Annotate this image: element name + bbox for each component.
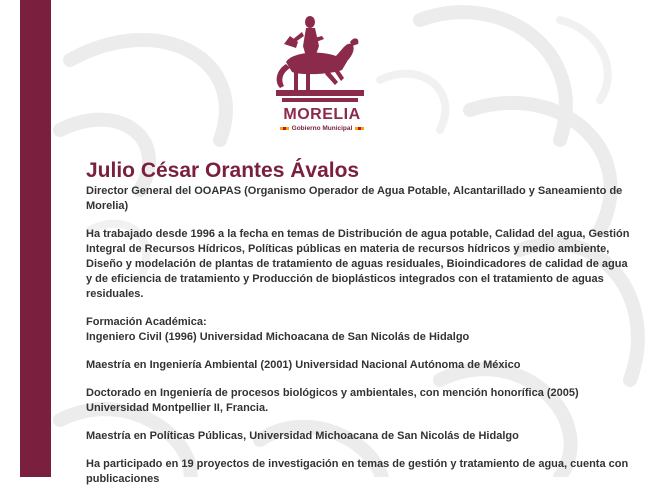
education-item: Maestría en Políticas Públicas, Universidad Michoacana de San Nicolás de Hidalgo — [86, 430, 519, 442]
education-item: Ingeniero Civil (1996) Universidad Michoacana de San Nicolás de Hidalgo — [86, 331, 470, 343]
logo-subtitle-row — [262, 125, 382, 132]
left-accent-bar — [20, 0, 51, 477]
education-item: Doctorado en Ingeniería de procesos biológicos y ambientales, con mención honorífica (2005) Universidad Montpellier II, Francia. — [86, 387, 579, 414]
flag-icon — [355, 127, 364, 130]
career-summary: Ha trabajado desde 1996 a la fecha en temas de Distribución de agua potable, Calidad del agua, Gestión Integral de Recursos Hídricos, Políticas públicas en materia de recursos hídricos y medio ambiente, Diseño y modelación de plantas de tratamiento de aguas residuales, Bioindicadores de calidad de agua y de eficiencia de tratamiento y Producción de bioplásticos integrados con el tratamiento de aguas residuales. — [86, 228, 630, 300]
person-role: Director General del OOAPAS (Organismo Operador de Agua Potable, Alcantarillado y Saneamiento de Morelia) — [86, 185, 623, 212]
equestrian-statue-icon — [262, 14, 382, 106]
logo-wordmark: MORELIA — [283, 106, 361, 123]
education-item: Maestría en Ingeniería Ambiental (2001) Universidad Nacional Autónoma de México — [86, 359, 521, 371]
logo-subtitle: Gobierno Municipal — [291, 125, 353, 132]
person-name: Julio César Orantes Ávalos — [86, 159, 360, 182]
research-summary: Ha participado en 19 proyectos de investigación en temas de gestión y tratamiento de agua, cuenta con publicaciones — [86, 458, 629, 485]
profile-content — [86, 158, 631, 487]
education-heading: Formación Académica: — [86, 316, 207, 328]
flag-icon — [280, 127, 289, 130]
morelia-logo — [262, 14, 382, 138]
